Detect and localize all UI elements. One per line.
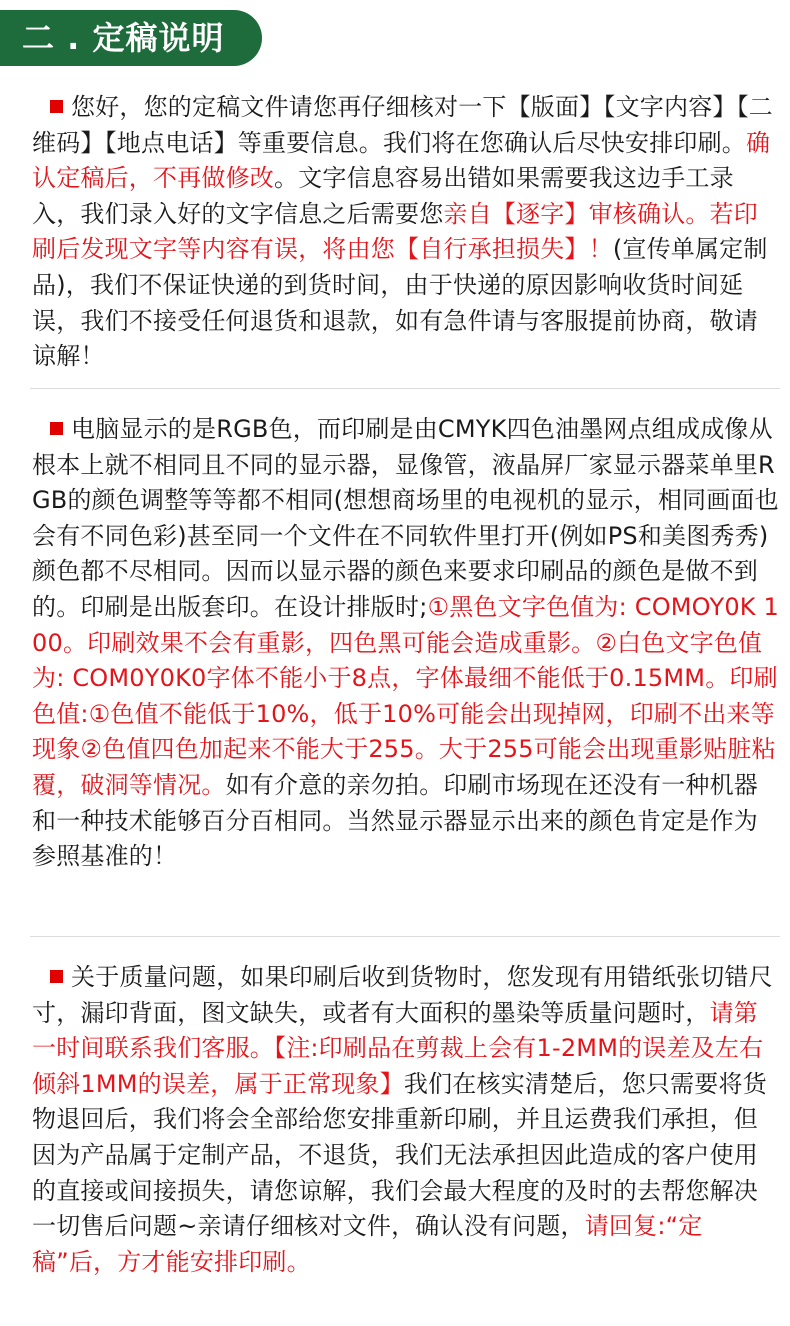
notice-paragraph [32, 412, 780, 875]
notice-emphasis: 亲自【逐字】审核确认。若印刷后发现文字等内容有误，将由您【自行承担损失】！ [32, 199, 759, 264]
notice-text: 。文字信息容易出错如果需要我这边手工录入，我们录入好的文字信息之后需要您 [32, 164, 734, 228]
red-square-bullet-icon [50, 422, 63, 435]
section-divider [30, 936, 780, 937]
section-header [0, 10, 262, 66]
notice-emphasis: 请回复:“定稿”后，方才能安排印刷。 [32, 1212, 703, 1276]
notice-emphasis: 确认定稿后，不再做修改 [32, 128, 771, 193]
notice-text: 关于质量问题，如果印刷后收到货物时，您发现有用错纸张切错尺寸，漏印背面，图文缺失，或者有大面积的墨染等质量问题时， [32, 963, 773, 1027]
notice-text: 我们在核实清楚后，您只需要将货物退回后，我们将会全部给您安排重新印刷，并且运费我们承担，但因为产品属于定制产品，不退货，我们无法承担因此造成的客户使用的直接或间接损失，请您谅解，我们会最大程度的及时的去帮您解决一切售后问题~亲请仔细核对文件，确认没有问题， [32, 1069, 767, 1241]
notice-emphasis: ①黑色文字色值为: COMOY0K 100。印刷效果不会有重影，四色黑可能会造成重影。②白色文字色值为: COM0Y0K0字体不能小于8点，字体最细不能低于0.15MM。印刷色值:①色值不能低于10%，低于10%可能会出现掉网，印刷不出来等现象②色值四色加起来不能大于255。大于255可能会出现重影贴脏粘覆，破洞等情况。 [32, 592, 780, 799]
notice-text: 如有介意的亲勿拍。印刷市场现在还没有一种机器和一种技术能够百分百相同。当然显示器显示出来的颜色肯定是作为参照基准的！ [32, 770, 759, 871]
notice-section-confirm [32, 90, 780, 375]
notice-emphasis: 请第一时间联系我们客服。【注:印刷品在剪裁上会有1-2MM的误差及左右倾斜1MM的误差，属于正常现象】 [32, 998, 764, 1098]
red-square-bullet-icon [50, 970, 63, 983]
notice-paragraph [32, 90, 780, 375]
notice-section-color [32, 412, 780, 875]
notice-text: 您好，您的定稿文件请您再仔细核对一下【版面】【文字内容】【二维码】【地点电话】等重要信息。我们将在您确认后尽快安排印刷。 [32, 93, 773, 157]
notice-text: (宣传单属定制品)，我们不保证快递的到货时间，由于快递的原因影响收货时间延误，我们不接受任何退货和退款，如有急件请与客服提前协商，敬请谅解！ [32, 235, 768, 371]
section-title: 二 . 定稿说明 [22, 19, 225, 57]
notice-text: 电脑显示的是RGB色，而印刷是由CMYK四色油墨网点组成成像从根本上就不相同且不同的显示器，显像管，液晶屏厂家显示器菜单里RGB的颜色调整等等都不相同(想想商场里的电视机的显示，相同画面也会有不同色彩)甚至同一个文件在不同软件里打开(例如PS和美图秀秀)颜色都不尽相同。因而以显示器的颜色来要求印刷品的颜色是做不到的。印刷是出版套印。在设计排版时; [32, 415, 779, 621]
section-divider [30, 388, 780, 389]
notice-paragraph [32, 960, 780, 1280]
notice-section-quality [32, 960, 780, 1280]
red-square-bullet-icon [50, 100, 63, 113]
